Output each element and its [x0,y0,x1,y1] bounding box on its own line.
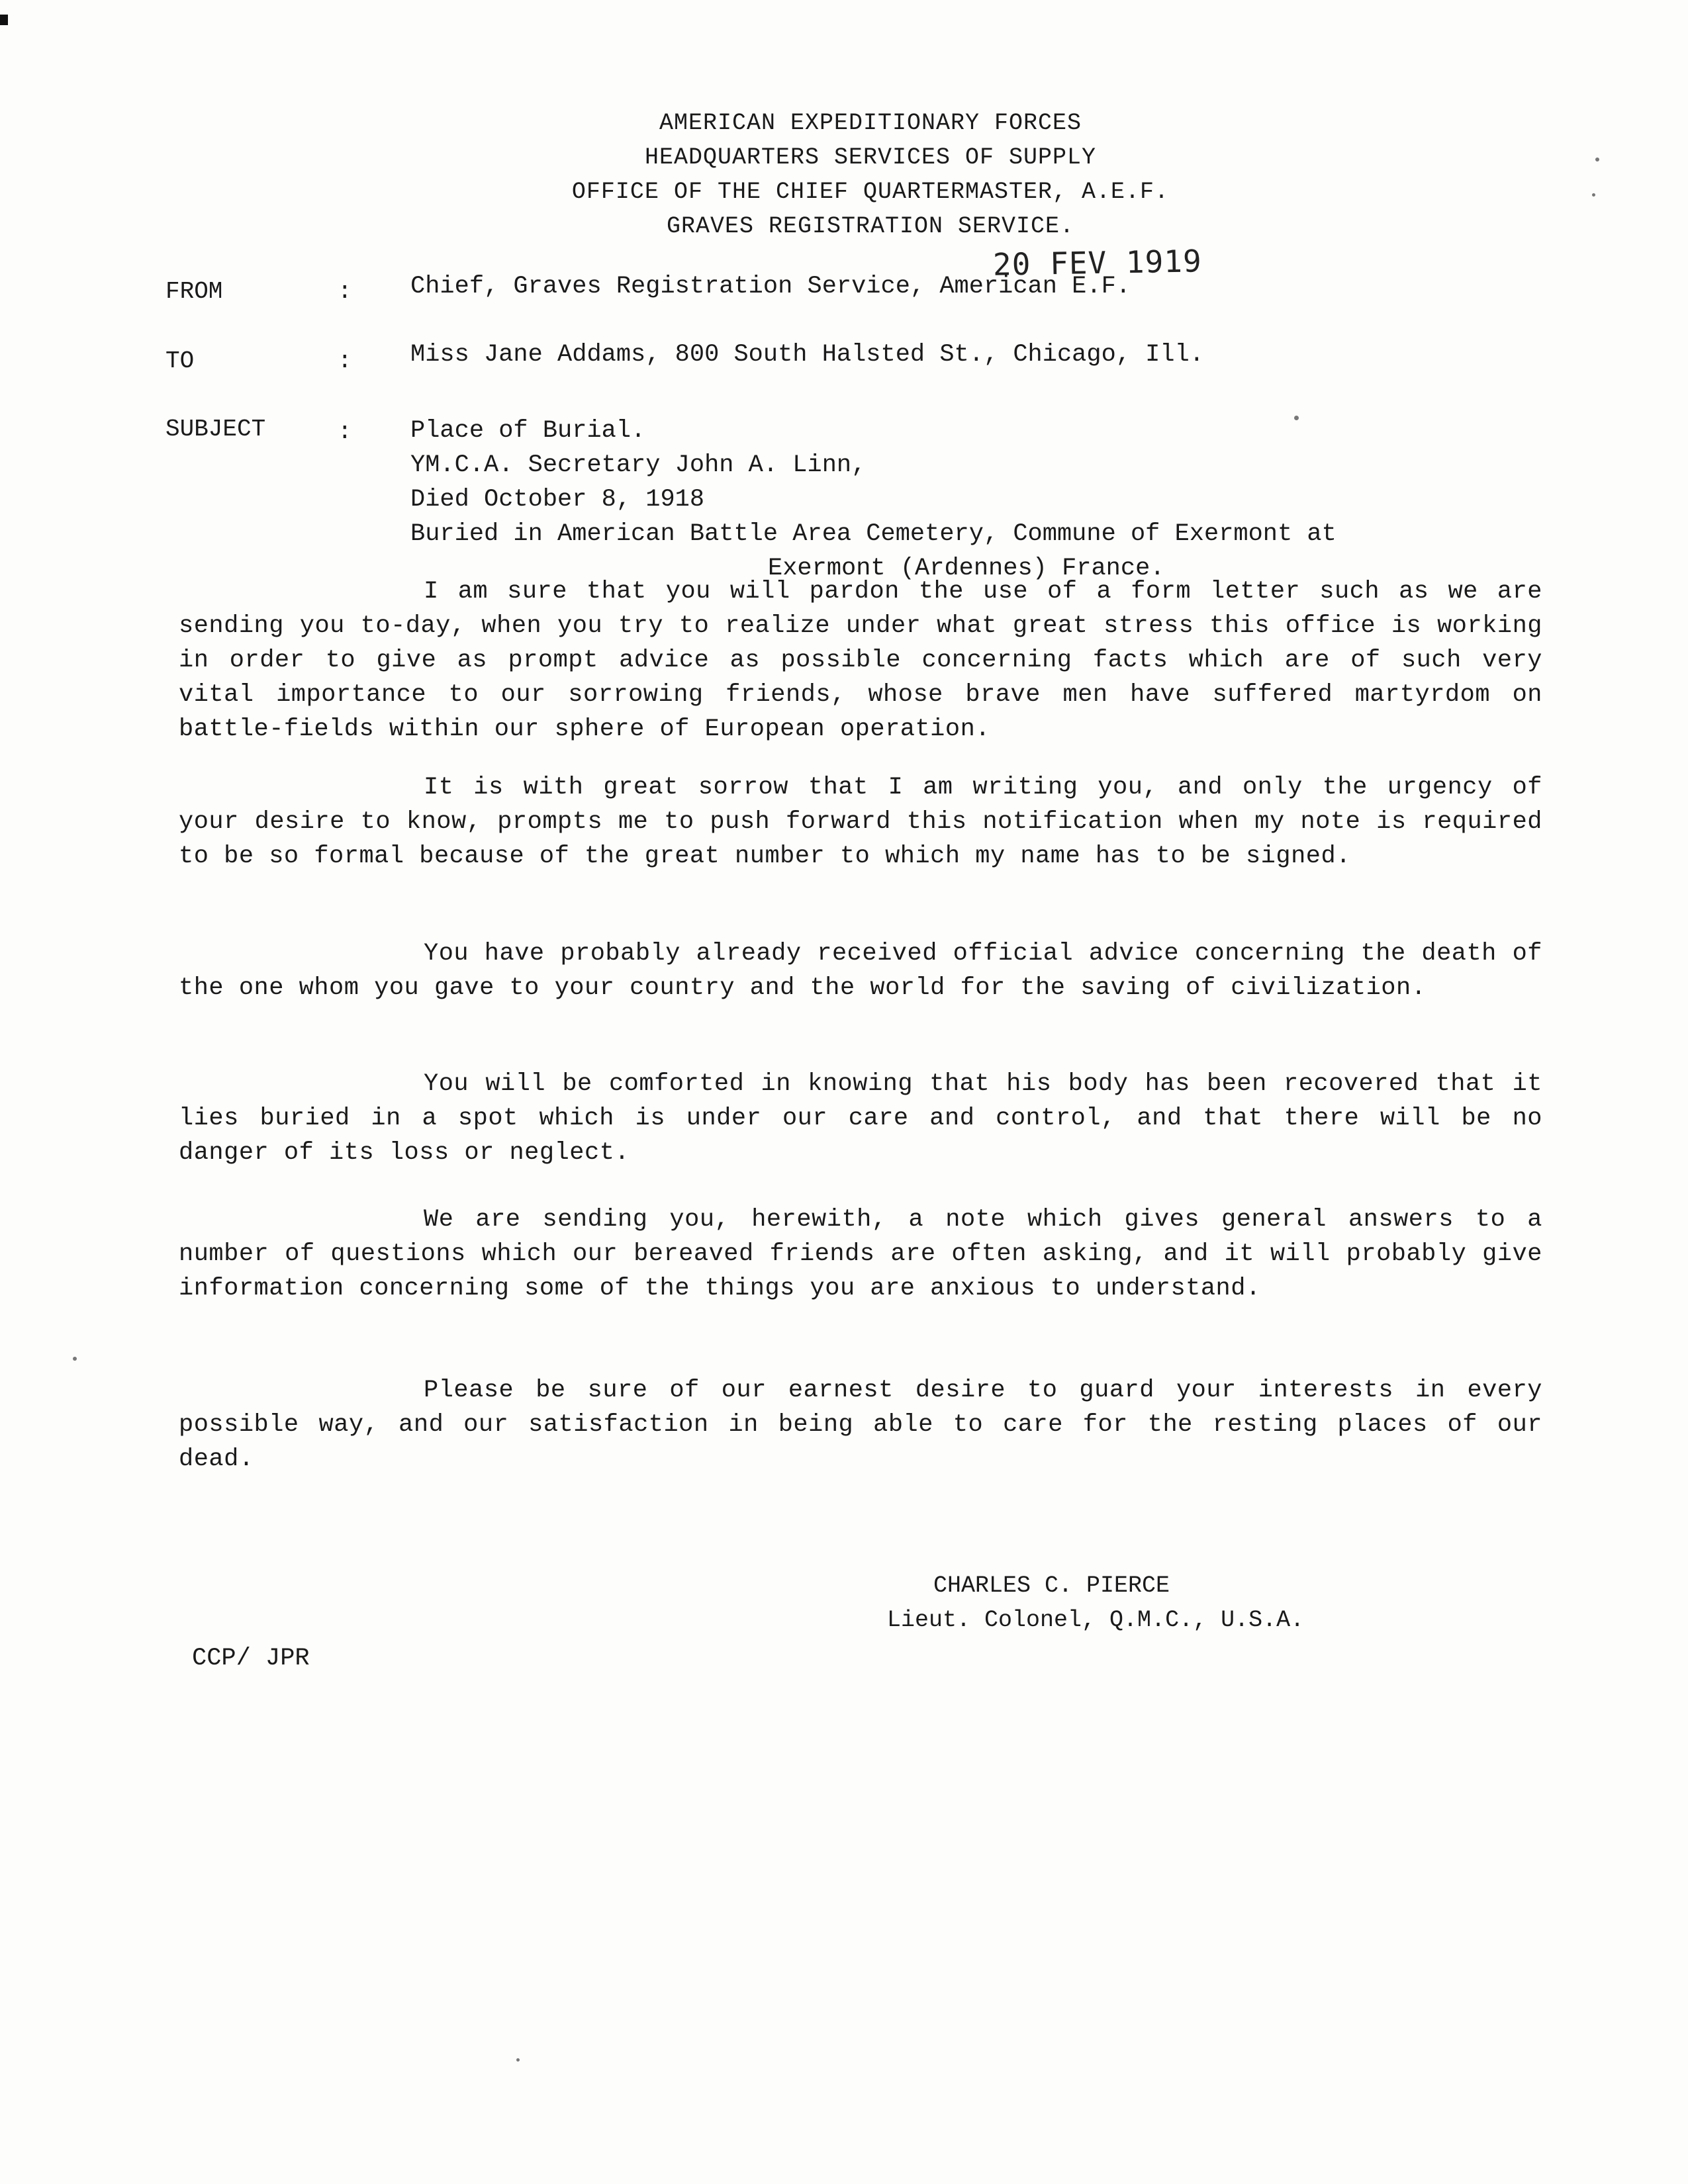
to-value: Miss Jane Addams, 800 South Halsted St., Chicago, Ill. [410,341,1204,369]
subject-block [410,414,1336,586]
subject-label: SUBJECT [165,416,266,443]
body-paragraph-5: We are sending you, herewith, a note which gives general answers to a number of questions which our bereaved friends are often asking, and it will probably give information concerning some of the things you are anxious to understand. [179,1206,1542,1302]
signature-name: CHARLES C. PIERCE [933,1572,1170,1599]
subject-line-1: Place of Burial. [410,417,646,445]
signature-block [887,1569,1304,1637]
punch-mark [0,15,8,25]
letterhead [0,106,1688,244]
to-colon: : [338,347,352,375]
subject-line-3: Died October 8, 1918 [410,486,705,514]
subject-line-5: Exermont (Ardennes) France. [768,555,1165,582]
from-value: Chief, Graves Registration Service, American E.F. [410,273,1131,300]
paper-speck [516,2058,520,2062]
body-paragraph-1: I am sure that you will pardon the use of a form letter such as we are sending you to-day, when you try to realize under what great stress this office is working in order to give as prompt advice as possible concerning facts which are of such very vital importance to our sorrowing friends, whose brave men have suffered martyrdom on battle-fields within our sphere of European operation. [179,578,1542,743]
body-paragraph-4: You will be comforted in knowing that his body has been recovered that it lies buried in a spot which is under our care and control, and that there will be no danger of its loss or neglect. [179,1070,1542,1167]
body-paragraph-2: It is with great sorrow that I am writing you, and only the urgency of your desire to know, prompts me to push forward this notification when my note is required to be so formal because of the great number to which my name has to be signed. [179,774,1542,870]
subject-line-4: Buried in American Battle Area Cemetery, Commune of Exermont at [410,520,1336,548]
to-label: TO [165,347,195,375]
subject-line-2: YM.C.A. Secretary John A. Linn, [410,451,867,479]
from-colon: : [338,278,352,305]
paper-speck [73,1357,77,1361]
letterhead-line-1: AMERICAN EXPEDITIONARY FORCES [659,110,1082,136]
body-paragraph-6: Please be sure of our earnest desire to guard your interests in every possible way, and our satisfaction in being able to care for the resting places of our dead. [179,1377,1542,1473]
subject-colon: : [338,418,352,445]
reference-initials: CCP/ JPR [192,1645,310,1672]
signature-rank: Lieut. Colonel, Q.M.C., U.S.A. [887,1607,1305,1633]
body-paragraph-3: You have probably already received official advice concerning the death of the one whom you gave to your country and the world for the saving of civilization. [179,940,1542,1002]
from-label: FROM [165,278,223,305]
letterhead-line-2: HEADQUARTERS SERVICES OF SUPPLY [644,144,1097,171]
date-stamp: 20 FEV 1919 [992,243,1203,283]
letterhead-line-3: OFFICE OF THE CHIEF QUARTERMASTER, A.E.F. [571,179,1170,205]
letterhead-line-4: GRAVES REGISTRATION SERVICE. [666,213,1075,240]
